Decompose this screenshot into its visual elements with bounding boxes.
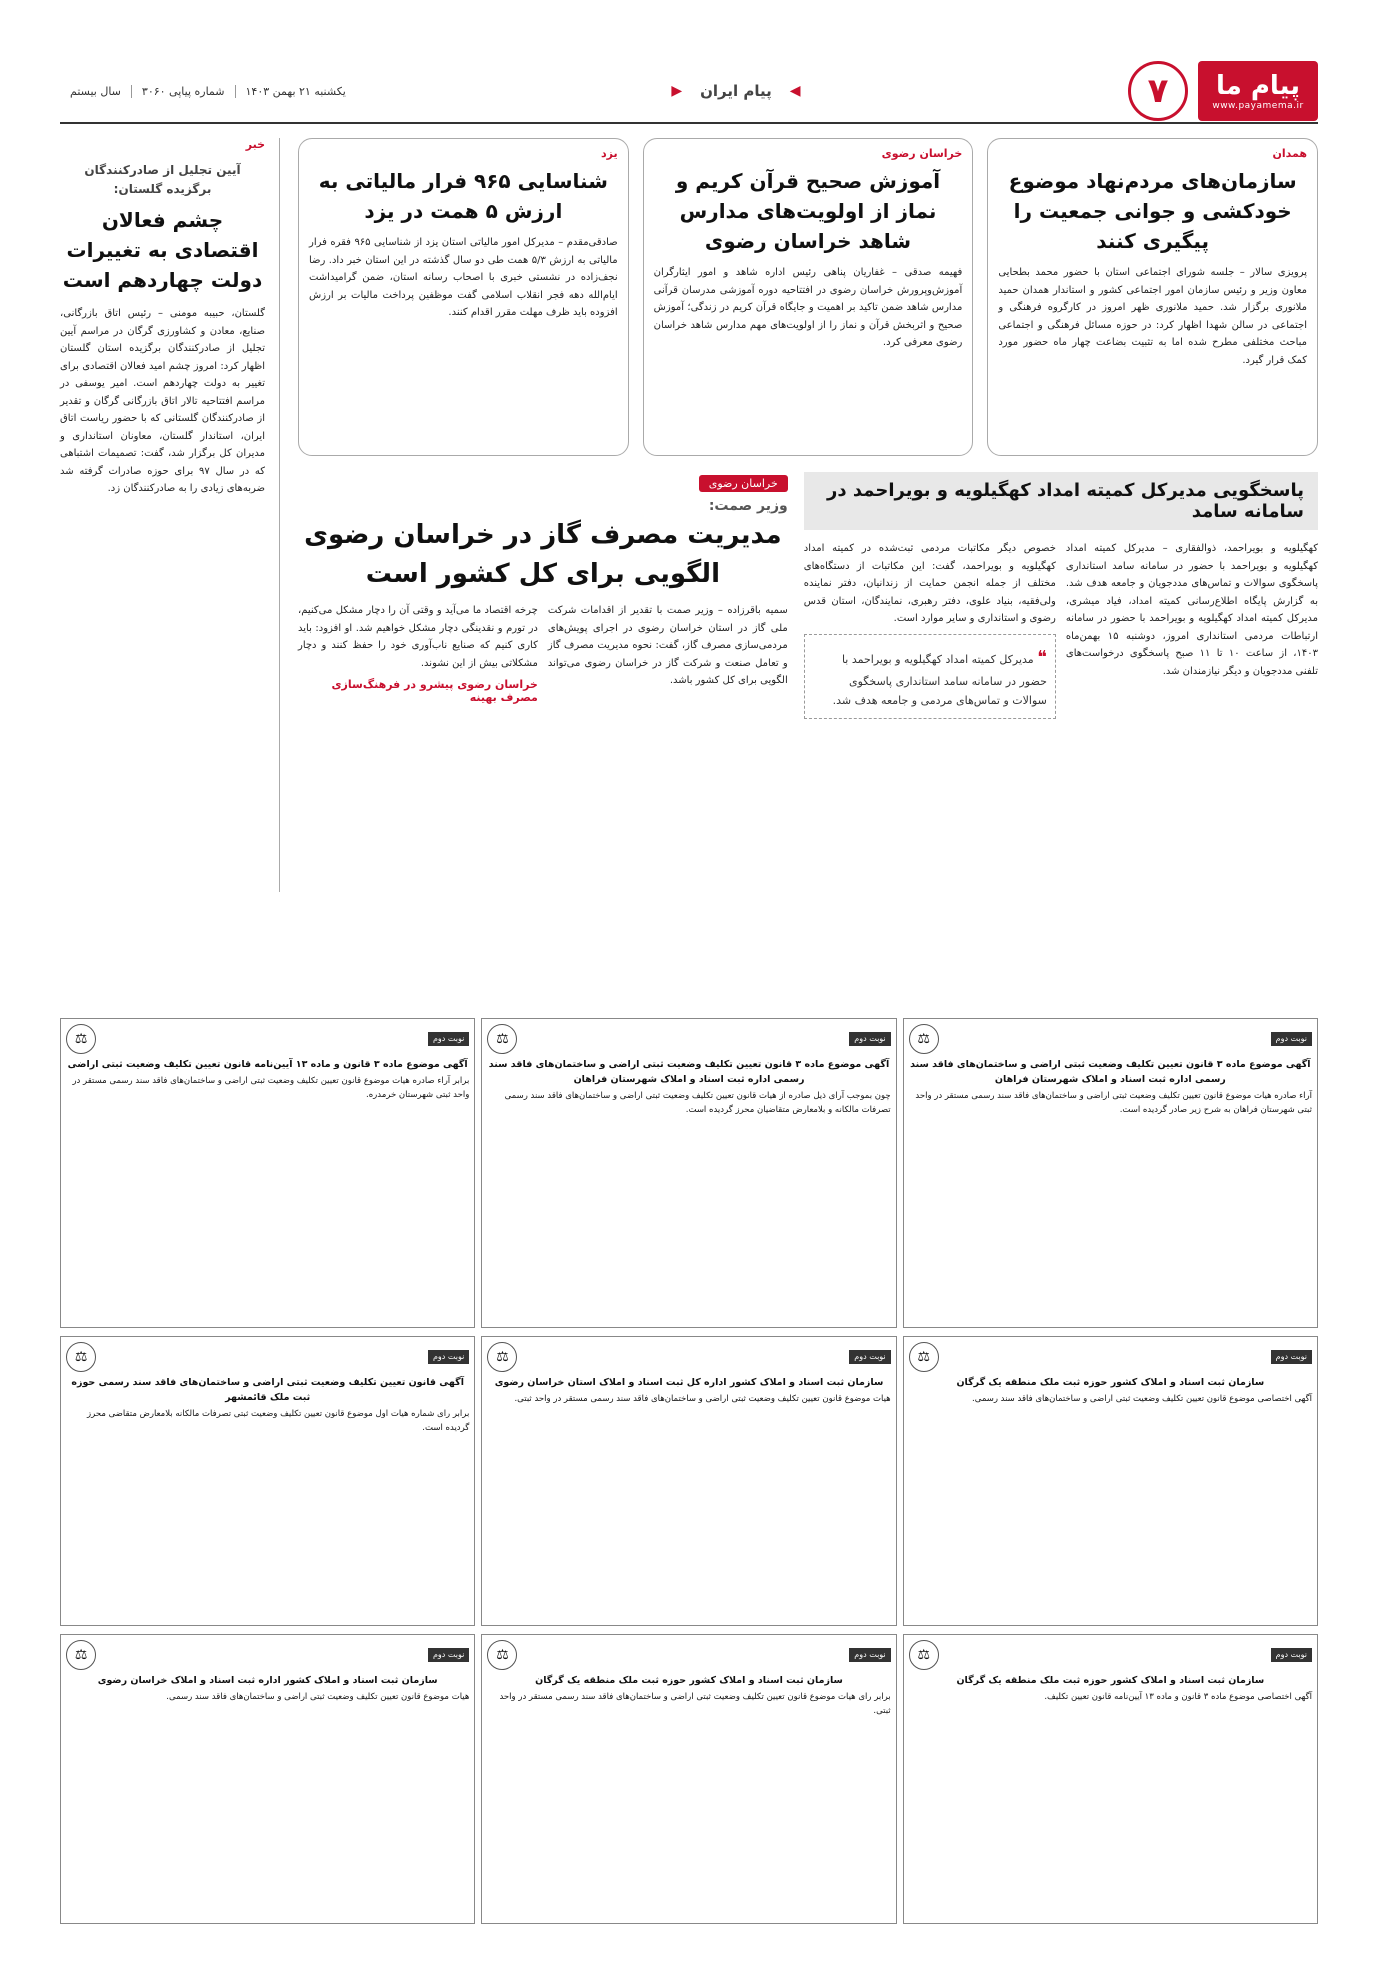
ad-title: آگهی موضوع ماده ۳ قانون و ماده ۱۳ آیین‌نامه قانون تعیین تکلیف وضعیت ثبتی اراضی: [67, 1059, 468, 1070]
legal-ad[interactable]: [903, 1634, 1318, 1924]
article-body: گلستان، حبیبه مومنی – رئیس اتاق بازرگانی، صنایع، معادن و کشاورزی گرگان در مراسم آیین تجلیل از صادرکنندگان برگزیده استان گلستان اظهار کرد: امروز چشم امید فعالان اقتصادی برای تغییر به دولت چهاردهم است. امیر یوسفی در مراسم افتتاحیه تالار اتاق بازرگانی گرگان و تقدیر از صادرکنندگان گلستانی که با حضور ریاست اتاق ایران، استاندار گلستان، معاونان استانداری و مدیران کل برگزار شد، گفت: تصمیمات اشتباهی که در سال ۹۷ برای حوزه صادرات گرفته شد ضربه‌های زیادی را به صادرکنندگان زد.: [60, 308, 265, 495]
ad-title: سازمان ثبت اسناد و املاک کشور حوزه ثبت ملک منطقه یک گرگان: [956, 1377, 1265, 1388]
ad-title: سازمان ثبت اسناد و املاک کشور حوزه ثبت ملک منطقه یک گرگان: [535, 1675, 843, 1686]
emblem-icon: ⚖: [909, 1342, 939, 1372]
emblem-icon: ⚖: [909, 1024, 939, 1054]
emblem-icon: ⚖: [66, 1640, 96, 1670]
card-title: شناسایی ۹۶۵ فرار مالیاتی به ارزش ۵ همت در یزد: [318, 169, 608, 223]
legal-ad[interactable]: [481, 1634, 896, 1924]
ad-label: نوبت دوم: [428, 1648, 469, 1663]
quote-box: [804, 634, 1056, 720]
ad-header: [487, 1342, 890, 1372]
article-title: مدیریت مصرف گاز در خراسان رضوی الگویی برای کل کشور است: [304, 520, 782, 589]
ad-header: [909, 1640, 1312, 1670]
ads-area: [60, 1018, 1318, 1932]
ad-title: آگهی موضوع ماده ۳ قانون تعیین تکلیف وضعیت ثبتی اراضی و ساختمان‌های فاقد سند رسمی اداره ثبت اسناد و املاک شهرستان فراهان: [910, 1059, 1311, 1086]
card-body: صادقی‌مقدم – مدیرکل امور مالیاتی استان یزد از شناسایی ۹۶۵ فقره فرار مالیاتی به ارزش ۵/۳ همت طی دو سال گذشته در این استان خبر داد. رضا نجف‌زاده در نشستی خبری با اصحاب رسانه استان، ضمن گرامیداشت ایام‌الله دهه فجر انقلاب اسلامی گفت موظفین پرداخت مالیات بر ارزش افزوده باید ظرف مهلت مقرر اقدام کنند.: [308, 237, 618, 318]
issue-info: [60, 85, 346, 98]
quote-text: مدیرکل کمیته امداد کهگیلویه و بویراحمد با حضور در سامانه سامد استانداری پاسخگوی سوالات و تماس‌های مردمی و جامعه هدف شد.: [832, 652, 1047, 707]
arrow-icon: ◀: [789, 83, 801, 99]
pullquote: خراسان رضوی پیشرو در فرهنگ‌سازی مصرف بهینه: [331, 678, 538, 704]
legal-ad[interactable]: [903, 1336, 1318, 1626]
article-columns: [298, 602, 788, 710]
ad-label: نوبت دوم: [1271, 1648, 1312, 1663]
page-number: ۷: [1128, 61, 1188, 121]
emblem-icon: ⚖: [487, 1640, 517, 1670]
ad-row: [60, 1634, 1318, 1924]
ad-label: نوبت دوم: [428, 1032, 469, 1047]
ad-title: سازمان ثبت اسناد و املاک کشور اداره کل ثبت اسناد و املاک استان خراسان رضوی: [494, 1377, 884, 1388]
emblem-icon: ⚖: [487, 1342, 517, 1372]
article-kicker: وزیر صمت:: [708, 498, 788, 514]
ad-label: نوبت دوم: [849, 1350, 890, 1365]
ad-body: آراء صادره هیات موضوع قانون تعیین تکلیف وضعیت ثبتی اراضی و ساختمان‌های فاقد سند رسمی مستقر در واحد ثبتی شهرستان فراهان به شرح زیر صادر گردیده است.: [915, 1091, 1312, 1115]
ad-header: [66, 1640, 469, 1670]
legal-ad[interactable]: [481, 1018, 896, 1328]
emblem-icon: ⚖: [66, 1024, 96, 1054]
right-column: [298, 138, 1318, 892]
ad-label: نوبت دوم: [1271, 1350, 1312, 1365]
news-card-yazd[interactable]: [298, 138, 629, 456]
legal-ad[interactable]: [60, 1018, 475, 1328]
issue-year: سال بیستم: [70, 84, 121, 98]
ad-body: برابر آراء صادره هیات موضوع قانون تعیین تکلیف وضعیت ثبتی اراضی و ساختمان‌های فاقد سند رسمی مستقر در واحد ثبتی شهرستان خرمدره.: [72, 1076, 470, 1100]
news-card-khorasan[interactable]: [643, 138, 974, 456]
card-title: سازمان‌های مردم‌نهاد موضوع خودکشی و جوانی جمعیت را پیگیری کنند: [1008, 169, 1297, 253]
label-text: خبر: [245, 138, 265, 151]
card-title: آموزش صحیح قرآن کریم و نماز از اولویت‌های مدارس شاهد خراسان رضوی: [675, 169, 941, 253]
ad-row: [60, 1336, 1318, 1626]
column-label: [60, 138, 265, 151]
legal-ad[interactable]: [481, 1336, 896, 1626]
ad-title: سازمان ثبت اسناد و املاک کشور حوزه ثبت ملک منطقه یک گرگان: [956, 1675, 1265, 1686]
issue-date: یکشنبه ۲۱ بهمن ۱۴۰۳: [235, 85, 346, 98]
left-column: [60, 138, 280, 892]
ad-body: آگهی اختصاصی موضوع قانون تعیین تکلیف وضعیت ثبتی اراضی و ساختمان‌های فاقد سند رسمی.: [972, 1394, 1312, 1405]
article-body: خصوص دیگر مکاتبات مردمی ثبت‌شده در کمیته امداد کهگیلویه و بویراحمد، گفت: این مکاتبات از دستگاه‌های مختلف از جمله انجمن حمایت از زندانیان، دفتر نماینده ولی‌فقیه، بنیاد علوی، دفتر رهبری، نمایندگان، استان قدس رضوی و استانداری و سایر موارد است.: [803, 543, 1056, 624]
issue-number: شماره پیاپی ۳۰۶۰: [131, 85, 225, 98]
gas-article[interactable]: [298, 472, 788, 892]
emblem-icon: ⚖: [909, 1640, 939, 1670]
card-body: فهیمه صدقی – غفاریان پناهی رئیس اداره شاهد و امور ایثارگران آموزش‌وپرورش خراسان رضوی در افتتاحیه دوره آموزشی مدرسان قرآنی مدارس شاهد ضمن تاکید بر اهمیت و جایگاه قرآن کریم در زندگی؛ آموزش صحیح و اثربخش قرآن و نماز را از اولویت‌های مهم مدارس شاهد خراسان رضوی معرفی کرد.: [653, 267, 963, 348]
ad-row: [60, 1018, 1318, 1328]
article-tag: خراسان رضوی: [699, 475, 788, 492]
ad-body: هیات موضوع قانون تعیین تکلیف وضعیت ثبتی اراضی و ساختمان‌های فاقد سند رسمی مستقر در واحد ثبتی.: [514, 1394, 891, 1405]
ad-label: نوبت دوم: [1271, 1032, 1312, 1047]
card-tag: یزد: [601, 147, 618, 160]
legal-ad[interactable]: [60, 1634, 475, 1924]
ad-label: نوبت دوم: [428, 1350, 469, 1365]
ad-body: چون بموجب آرای ذیل صادره از هیات قانون تعیین تکلیف وضعیت ثبتی اراضی و ساختمان‌های فاقد سند رسمی تصرفات مالکانه و بلامعارض متقاضیان محرز گردیده است.: [504, 1091, 891, 1115]
emblem-icon: ⚖: [487, 1024, 517, 1054]
logo-url: www.payamema.ir: [1212, 101, 1304, 111]
ad-header: [66, 1024, 469, 1054]
article-body: چرخه اقتصاد ما می‌آید و وقتی آن را دچار مشکل می‌کنیم، در تورم و نقدینگی دچار مشکل خواهیم شد. او افزود: باید کاری کنیم که صنایع ناب‌آوری خود را حفظ کنند و دچار مشکلاتی بیش از این نشوند.: [298, 605, 538, 669]
legal-ad[interactable]: [60, 1336, 475, 1626]
ad-header: [487, 1640, 890, 1670]
section-name: پیام ایران: [700, 82, 772, 100]
article-columns: [804, 540, 1318, 719]
section-bar: [356, 82, 1116, 100]
ad-title: آگهی قانون تعیین تکلیف وضعیت ثبتی اراضی و ساختمان‌های فاقد سند رسمی حوزه ثبت ملک قائمشهر: [71, 1377, 464, 1404]
article-body: کهگیلویه و بویراحمد، ذوالفقاری – مدیرکل کمیته امداد کهگیلویه و بویراحمد با حضور در سامانه سامد استانداری پاسخگوی سوالات و تماس‌های مددجویان و جامعه هدف شد. به گزارش پایگاه اطلاع‌رسانی کمیته امداد، فیاد میشری، مدیرکل کمیته امداد کهگیلویه و بویراحمد با حضور در سامانه ارتباطات مردمی استانداری امروز، دوشنبه ۱۵ بهمن‌ماه ۱۴۰۳، از ساعت ۱۰ تا ۱۱ صبح پاسخگوی درخواست‌های تلفنی مددجویان و دیگر نیازمندان شد.: [1065, 543, 1318, 677]
card-tag: همدان: [1272, 147, 1307, 160]
article-title: چشم فعالان اقتصادی به تغییرات دولت چهاردهم است: [62, 208, 263, 293]
ad-label: نوبت دوم: [849, 1032, 890, 1047]
ad-body: آگهی اختصاصی موضوع ماده ۳ قانون و ماده ۱۳ آیین‌نامه قانون تعیین تکلیف.: [1044, 1692, 1312, 1703]
card-body: پرویزی سالار – جلسه شورای اجتماعی استان با حضور محمد بطحایی معاون وزیر و رئیس سازمان امور اجتماعی کشور و استاندار همدان حمید ملانوری برگزار شد. حمید ملانوری ظهر امروز در کارگروه فرهنگی و اجتماعی در سالن شهدا اظهار کرد: در حوزه مسائل فرهنگی و اجتماعی مباحث مختلفی مطرح شده اما به تثبیت بضاعت چهار ماه حضور مورد کمک قرار گیرد.: [998, 267, 1307, 366]
kohgiluyeh-article[interactable]: [804, 472, 1318, 892]
ad-header: [66, 1342, 469, 1372]
ad-body: هیات موضوع قانون تعیین تکلیف وضعیت ثبتی اراضی و ساختمان‌های فاقد سند رسمی.: [166, 1692, 470, 1703]
article-subtitle: آیین تجلیل از صادرکنندگان برگزیده گلستان:: [84, 163, 241, 197]
ad-label: نوبت دوم: [849, 1648, 890, 1663]
ad-title: آگهی موضوع ماده ۳ قانون تعیین تکلیف وضعیت ثبتی اراضی و ساختمان‌های فاقد سند رسمی اداره ثبت اسناد و املاک شهرستان فراهان: [488, 1059, 890, 1086]
emblem-icon: ⚖: [66, 1342, 96, 1372]
masthead: [60, 60, 1318, 124]
mid-row: [298, 472, 1318, 892]
ad-header: [909, 1342, 1312, 1372]
arrow-icon: ▶: [671, 83, 683, 99]
quote-icon: ❝: [1037, 646, 1047, 668]
card-tag: خراسان رضوی: [881, 147, 963, 160]
logo-text: پیام ما: [1215, 71, 1301, 101]
ad-body: برابر رای هیات موضوع قانون تعیین تکلیف وضعیت ثبتی اراضی و ساختمان‌های فاقد سند رسمی مستقر در واحد ثبتی.: [499, 1692, 891, 1716]
ad-header: [909, 1024, 1312, 1054]
ad-header: [487, 1024, 890, 1054]
ad-title: سازمان ثبت اسناد و املاک کشور اداره ثبت اسناد و املاک خراسان رضوی: [97, 1675, 438, 1686]
top-row: [298, 138, 1318, 456]
article-title: پاسخگویی مدیرکل کمیته امداد کهگیلویه و بویراحمد در سامانه سامد: [804, 472, 1318, 530]
legal-ad[interactable]: [903, 1018, 1318, 1328]
logo[interactable]: [1198, 61, 1318, 121]
ad-body: برابر رای شماره هیات اول موضوع قانون تعیین تکلیف وضعیت ثبتی تصرفات مالکانه بلامعارض متقاضی محرز گردیده است.: [87, 1409, 470, 1433]
news-card-hamedan[interactable]: [987, 138, 1318, 456]
article-body: سمیه باقرزاده – وزیر صمت با تقدیر از اقدامات شرکت ملی گاز در استان خراسان رضوی در اجرای پویش‌های مردمی‌سازی مصرف گاز، گفت: نحوه مدیریت مصرف گاز و تعامل صنعت و شرکت گاز در خراسان رضوی می‌تواند الگویی برای کل کشور باشد.: [547, 605, 788, 686]
main-area: [60, 138, 1318, 892]
